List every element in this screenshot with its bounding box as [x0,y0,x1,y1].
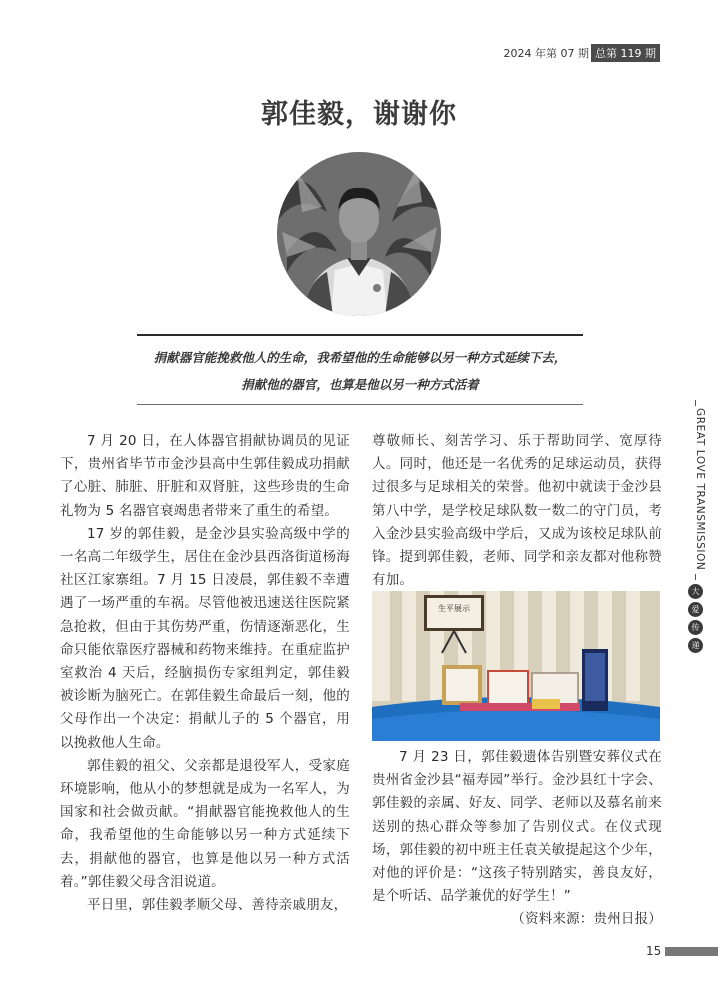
source-credit: （资料来源：贵州日报） [511,911,662,928]
scene-sign-text: 生平展示 [438,604,470,613]
paragraph: 7 月 20 日，在人体器官捐献协调员的见证下，贵州省毕节市金沙县高中生郭佳毅成功捐献了心脏、肺脏、肝脏和双肾脏，这些珍贵的生命礼物为 5 名器官衰竭患者带来了重生的希望。 [60,433,350,519]
paragraph: 7 月 23 日，郭佳毅遗体告别暨安葬仪式在贵州省金沙县“福寿园”举行。金沙县红十字会、郭佳毅的亲属、好友、同学、老师以及慕名前来送别的热心群众等参加了告别仪式。在仪式现场，郭佳毅的初中班主任袁关敏提起这个少年，对他的评价是：“这孩子特别踏实，善良友好，是个听话、品学兼优的好学生！” [372,749,662,905]
paragraph: 郭佳毅的祖父、父亲都是退役军人，受家庭环境影响，他从小的梦想就是成为一名军人，为国家和社会做贡献。“捐献器官能挽救他人的生命，我希望他的生命能够以另一种方式延续下去，捐献他的器官，也算是他以另一种方式活着。”郭佳毅父母含泪说道。 [60,757,350,890]
portrait-photo [277,152,441,316]
paragraph: 平日里，郭佳毅孝顺父母、善待亲戚朋友， [87,897,348,914]
left-column [60,430,350,917]
right-column-bottom [372,746,662,932]
page-number: 15 [646,944,662,958]
issue-number: 2024 年第 07 期 [503,47,589,60]
section-char: 传 [688,620,703,635]
section-english-title: GREAT LOVE TRANSMISSION [694,408,706,571]
right-column-top [372,430,662,592]
paragraph: 尊敬师长、刻苦学习、乐于帮助同学、宽厚待人。同时，他还是一名优秀的足球运动员，获得过很多与足球相关的荣誉。他初中就读于金沙县第八中学，是学校足球队数一数二的守门员，考入金沙县实验高级中学后，又成为该校足球队前锋。提到郭佳毅，老师、同学和亲友都对他称赞有加。 [372,433,662,589]
section-char: 递 [688,638,703,653]
section-char: 大 [688,584,703,599]
issue-info [504,44,660,62]
paragraph: 17 岁的郭佳毅，是金沙县实验高级中学的一名高二年级学生，居住在金沙县西洛街道杨海社区江家寨组。7 月 15 日凌晨，郭佳毅不幸遭遇了一场严重的车祸。尽管他被迅速送往医院紧急抢救，但由于其伤势严重，伤情逐渐恶化，生命只能依靠医疗器械和药物来维持。在重症监护室救治 4 天后，经脑损伤专家组判定，郭佳毅被诊断为脑死亡。在郭佳毅生命最后一刻，他的父母作出一个决定：捐献儿子的 5 个器官，用以挽救他人生命。 [60,525,350,751]
memorial-display-photo [372,591,660,741]
pull-quote-line-2: 捐献他的器官，也算是他以另一种方式活着 [241,377,479,392]
total-issue-badge: 总第 119 期 [591,44,660,62]
page-number-block [646,944,718,958]
section-char: 爱 [688,602,703,617]
pull-quote [137,334,583,405]
page-number-bar [665,947,718,956]
section-sidebar [686,404,706,660]
pull-quote-line-1: 捐献器官能挽救他人的生命，我希望他的生命能够以另一种方式延续下去， [153,350,567,365]
article-title: 郭佳毅，谢谢你 [261,99,457,130]
section-chinese-title [688,584,703,653]
